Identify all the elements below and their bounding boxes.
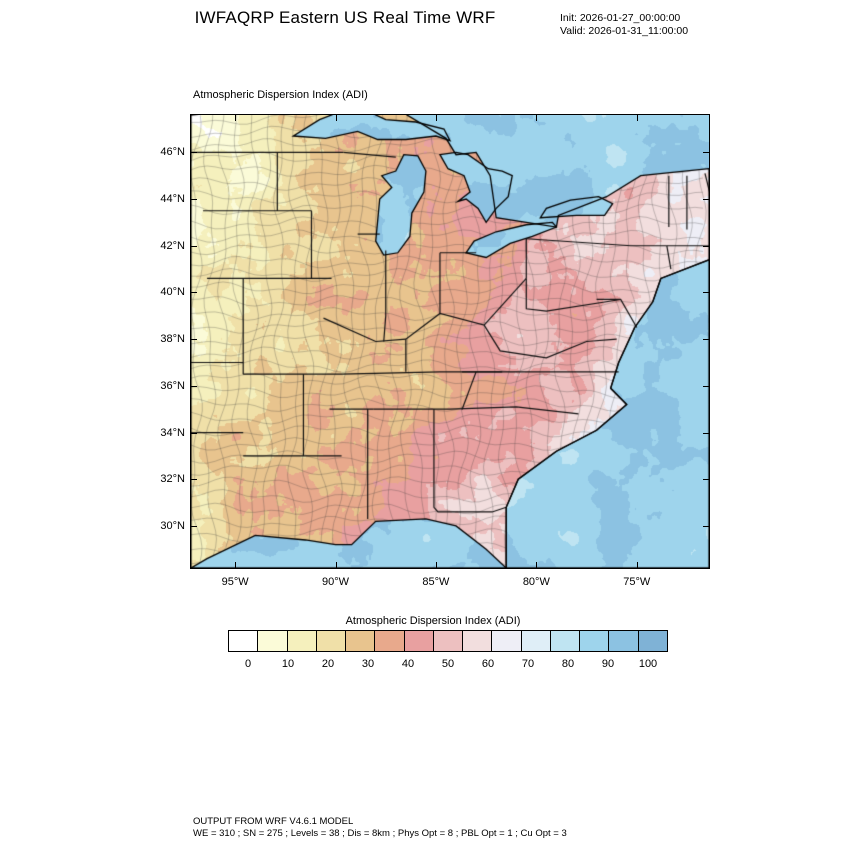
colorbar-swatch	[491, 631, 520, 651]
colorbar-swatch	[550, 631, 579, 651]
colorbar-swatch	[608, 631, 637, 651]
lat-tick-label: 34°N	[160, 426, 185, 439]
colorbar-tick-label: 30	[361, 658, 375, 670]
lat-tick-label: 44°N	[160, 193, 185, 206]
lat-tick-label: 38°N	[160, 333, 185, 346]
colorbar-tick-label: 90	[601, 658, 615, 670]
colorbar-swatch	[462, 631, 491, 651]
colorbar-tick-label: 0	[244, 658, 252, 670]
colorbar-tick-label: 60	[481, 658, 495, 670]
colorbar-swatch	[638, 631, 667, 651]
lon-tick-label: 80°W	[522, 576, 550, 588]
lat-tick-label: 46°N	[160, 146, 185, 159]
colorbar-swatch	[229, 631, 257, 651]
footer-line-2: WE = 310 ; SN = 275 ; Levels = 38 ; Dis = 8km ; Phys Opt = 8 ; PBL Opt = 1 ; Cu Opt = 3	[193, 828, 567, 839]
colorbar-title-text: Atmospheric Dispersion Index (ADI)	[345, 615, 521, 627]
colorbar-swatch	[374, 631, 403, 651]
page-title	[0, 8, 850, 28]
init-time: Init: 2026-01-27_00:00:00	[560, 12, 681, 24]
colorbar	[228, 630, 668, 652]
lat-tick-label: 32°N	[160, 473, 185, 486]
valid-time: Valid: 2026-01-31_11:00:00	[560, 25, 689, 37]
lon-tick-label: 75°W	[623, 576, 651, 588]
map-field-canvas	[191, 115, 709, 568]
lat-tick-label: 36°N	[160, 379, 185, 392]
colorbar-tick-label: 50	[441, 658, 455, 670]
lat-tick-label: 40°N	[160, 286, 185, 299]
colorbar-swatch	[287, 631, 316, 651]
colorbar-tick-label: 100	[638, 658, 658, 670]
lat-tick-label: 42°N	[160, 239, 185, 252]
colorbar-tick-label: 10	[281, 658, 295, 670]
lon-tick-label: 90°W	[322, 576, 350, 588]
colorbar-swatch	[404, 631, 433, 651]
map-panel[interactable]	[160, 114, 710, 588]
footer-line-1: OUTPUT FROM WRF V4.6.1 MODEL	[193, 816, 354, 827]
page-title-text: IWFAQRP Eastern US Real Time WRF	[194, 8, 496, 27]
colorbar-title	[0, 615, 850, 627]
colorbar-swatch	[316, 631, 345, 651]
colorbar-swatch	[345, 631, 374, 651]
colorbar-swatch	[521, 631, 550, 651]
colorbar-swatch	[257, 631, 286, 651]
lat-tick-label: 30°N	[160, 519, 185, 532]
colorbar-tick-label: 40	[401, 658, 415, 670]
colorbar-swatch	[433, 631, 462, 651]
colorbar-tick-label: 20	[321, 658, 335, 670]
colorbar-ticks	[228, 658, 668, 674]
colorbar-tick-label: 80	[561, 658, 575, 670]
colorbar-swatch	[579, 631, 608, 651]
plot-title: Atmospheric Dispersion Index (ADI)	[193, 89, 368, 101]
colorbar-tick-label: 70	[521, 658, 535, 670]
lon-tick-label: 85°W	[422, 576, 450, 588]
model-output-footer	[193, 816, 567, 840]
model-run-info	[560, 12, 688, 38]
lon-tick-label: 95°W	[221, 576, 249, 588]
